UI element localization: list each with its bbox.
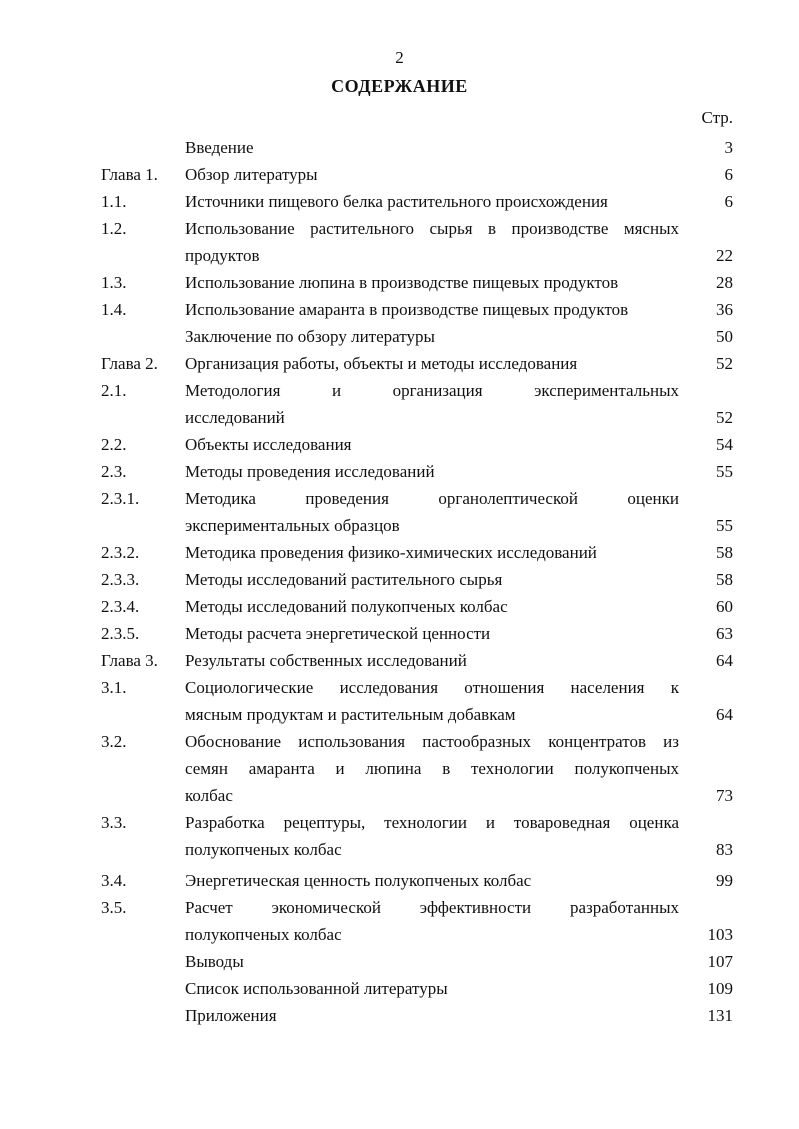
toc-entry-number: 2.3.3. (101, 570, 140, 589)
toc-entry-number: 1.1. (101, 192, 127, 211)
toc-entry-page: 54 (716, 435, 733, 454)
toc-entry (0, 975, 799, 1002)
toc-entry-title-line: Энергетическая ценность полукопченых колбас (185, 871, 532, 890)
toc-entry-title-line: Результаты собственных исследований (185, 651, 467, 670)
toc-entry-title-line: Методы проведения исследований (185, 462, 435, 481)
toc-entry-title-line: колбас (185, 786, 233, 805)
toc-entry-title-line: Методы исследований растительного сырья (185, 570, 503, 589)
toc-entry (0, 215, 799, 269)
toc-entry (0, 566, 799, 593)
toc-entry-title-line: Обзор литературы (185, 165, 318, 184)
toc-entry-number: 3.2. (101, 732, 127, 751)
toc-entry (0, 674, 799, 728)
toc-entry (0, 728, 799, 809)
toc-entry (0, 539, 799, 566)
table-of-contents (0, 134, 799, 1029)
page-title: СОДЕРЖАНИЕ (331, 76, 468, 96)
toc-entry-page: 52 (716, 354, 733, 373)
toc-entry-page: 58 (716, 543, 733, 562)
toc-entry-number: Глава 3. (101, 651, 158, 670)
toc-entry-title-line: Использование амаранта в производстве пищевых продуктов (185, 300, 629, 319)
page-number: 2 (395, 48, 404, 67)
toc-entry-number: 2.3.4. (101, 597, 140, 616)
toc-entry-title-line: полукопченых колбас (185, 925, 342, 944)
toc-entry-page: 36 (716, 300, 733, 319)
toc-entry-number: 1.4. (101, 300, 127, 319)
toc-entry-page: 99 (716, 871, 733, 890)
toc-entry-title-line: исследований (185, 408, 285, 427)
toc-entry-page: 28 (716, 273, 733, 292)
toc-entry-title-line: Расчет экономической эффективности разработанных (185, 898, 679, 917)
toc-entry-page: 55 (716, 516, 733, 535)
toc-entry-title-line: Приложения (185, 1006, 277, 1025)
toc-entry-title-line: Социологические исследования отношения населения к (185, 678, 679, 697)
toc-entry-page: 73 (716, 786, 733, 805)
toc-entry-title-line: мясным продуктам и растительным добавкам (185, 705, 516, 724)
toc-entry-title-line: полукопченых колбас (185, 840, 342, 859)
toc-entry-number: 2.3.1. (101, 489, 140, 508)
toc-entry-number: 2.3.2. (101, 543, 140, 562)
toc-entry-page: 6 (724, 192, 733, 211)
toc-entry-page: 103 (707, 925, 733, 944)
toc-entry (0, 620, 799, 647)
toc-entry-title-line: Разработка рецептуры, технологии и товароведная оценка (185, 813, 679, 832)
toc-entry-page: 3 (724, 138, 733, 157)
toc-entry-page: 64 (716, 705, 733, 724)
toc-entry (0, 948, 799, 975)
toc-entry (0, 188, 799, 215)
toc-entry-title-line: Объекты исследования (185, 435, 352, 454)
toc-entry-title-line: Введение (185, 138, 254, 157)
toc-entry-page: 22 (716, 246, 733, 265)
toc-entry-title-line: семян амаранта и люпина в технологии полукопченых (185, 759, 679, 778)
toc-entry-title-line: Обоснование использования пастообразных концентратов из (185, 732, 679, 751)
toc-entry-title-line: Методика проведения физико-химических исследований (185, 543, 597, 562)
toc-entry-number: 2.2. (101, 435, 127, 454)
toc-entry-page: 107 (707, 952, 733, 971)
toc-entry-title-line: Методы расчета энергетической ценности (185, 624, 491, 643)
toc-entry (0, 1002, 799, 1029)
toc-entry-page: 63 (716, 624, 733, 643)
toc-entry-number: Глава 1. (101, 165, 158, 184)
toc-entry-page: 83 (716, 840, 733, 859)
toc-entry (0, 296, 799, 323)
toc-entry-page: 55 (716, 462, 733, 481)
toc-entry-page: 64 (716, 651, 733, 670)
toc-entry-page: 60 (716, 597, 733, 616)
toc-entry-page: 50 (716, 327, 733, 346)
toc-entry (0, 161, 799, 188)
toc-entry (0, 647, 799, 674)
toc-entry-number: 2.1. (101, 381, 127, 400)
toc-entry-title-line: Заключение по обзору литературы (185, 327, 435, 346)
toc-entry (0, 867, 799, 894)
toc-entry-number: 3.5. (101, 898, 127, 917)
toc-entry-number: Глава 2. (101, 354, 158, 373)
toc-entry (0, 350, 799, 377)
toc-entry-number: 3.4. (101, 871, 127, 890)
toc-entry-title-line: Методы исследований полукопченых колбас (185, 597, 508, 616)
toc-entry (0, 809, 799, 863)
toc-entry (0, 593, 799, 620)
toc-entry-title-line: Методология и организация экспериментальных (185, 381, 679, 400)
page-column-header: Стр. (701, 108, 733, 127)
toc-entry-title-line: продуктов (185, 246, 260, 265)
toc-entry-title-line: экспериментальных образцов (185, 516, 400, 535)
toc-entry-page: 58 (716, 570, 733, 589)
toc-entry (0, 323, 799, 350)
toc-entry-page: 52 (716, 408, 733, 427)
toc-entry-number: 1.2. (101, 219, 127, 238)
toc-entry-number: 2.3.5. (101, 624, 140, 643)
toc-entry (0, 134, 799, 161)
toc-entry (0, 431, 799, 458)
toc-entry-title-line: Источники пищевого белка растительного происхождения (185, 192, 608, 211)
toc-entry-page: 6 (724, 165, 733, 184)
toc-entry-page: 131 (707, 1006, 733, 1025)
toc-entry (0, 458, 799, 485)
toc-entry-title-line: Список использованной литературы (185, 979, 448, 998)
toc-entry-page: 109 (707, 979, 733, 998)
toc-entry-number: 2.3. (101, 462, 127, 481)
toc-entry-number: 3.1. (101, 678, 127, 697)
toc-entry-title-line: Использование люпина в производстве пищевых продуктов (185, 273, 619, 292)
toc-entry (0, 377, 799, 431)
toc-entry-title-line: Выводы (185, 952, 244, 971)
toc-entry-title-line: Методика проведения органолептической оценки (185, 489, 679, 508)
toc-entry-number: 1.3. (101, 273, 127, 292)
toc-entry (0, 894, 799, 948)
toc-entry-title-line: Организация работы, объекты и методы исследования (185, 354, 578, 373)
toc-entry (0, 485, 799, 539)
toc-entry-title-line: Использование растительного сырья в производстве мясных (185, 219, 679, 238)
toc-entry-number: 3.3. (101, 813, 127, 832)
toc-entry (0, 269, 799, 296)
